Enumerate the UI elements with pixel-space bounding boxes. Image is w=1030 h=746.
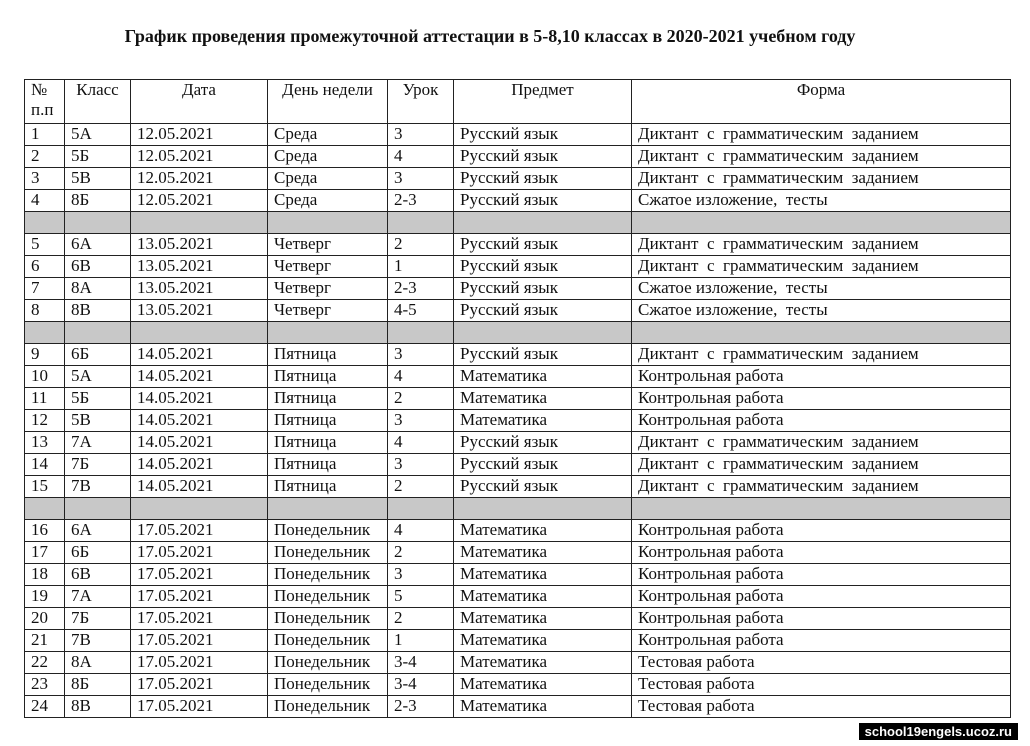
cell-num: 19 [25,586,65,608]
cell-subject: Русский язык [454,278,632,300]
cell-date: 17.05.2021 [131,652,268,674]
cell-lesson: 1 [388,630,454,652]
cell-day: Пятница [268,344,388,366]
cell-num: 23 [25,674,65,696]
cell-date: 14.05.2021 [131,454,268,476]
separator-cell [388,498,454,520]
header-row [25,80,1011,124]
table-row [25,432,1011,454]
cell-subject: Математика [454,696,632,718]
cell-class: 5Б [65,388,131,410]
table-row [25,168,1011,190]
cell-num: 7 [25,278,65,300]
header-lesson: Урок [388,80,454,124]
separator-row [25,322,1011,344]
cell-lesson: 4-5 [388,300,454,322]
cell-date: 17.05.2021 [131,696,268,718]
cell-subject: Математика [454,520,632,542]
cell-subject: Русский язык [454,124,632,146]
cell-lesson: 2 [388,234,454,256]
cell-lesson: 4 [388,146,454,168]
cell-form: Диктант с грамматическим заданием [632,454,1011,476]
cell-lesson: 2 [388,476,454,498]
cell-subject: Математика [454,652,632,674]
cell-form: Диктант с грамматическим заданием [632,234,1011,256]
cell-date: 17.05.2021 [131,586,268,608]
cell-class: 8Б [65,190,131,212]
cell-lesson: 4 [388,520,454,542]
table-row [25,564,1011,586]
cell-num: 12 [25,410,65,432]
cell-num: 10 [25,366,65,388]
cell-subject: Математика [454,630,632,652]
cell-form: Контрольная работа [632,542,1011,564]
cell-class: 7Б [65,608,131,630]
cell-subject: Математика [454,674,632,696]
cell-form: Контрольная работа [632,520,1011,542]
table-row [25,454,1011,476]
cell-lesson: 4 [388,366,454,388]
cell-form: Контрольная работа [632,630,1011,652]
header-num: № п.п [25,80,65,124]
cell-class: 7А [65,586,131,608]
schedule-table [24,79,1011,718]
cell-form: Контрольная работа [632,388,1011,410]
cell-lesson: 3 [388,410,454,432]
cell-date: 14.05.2021 [131,476,268,498]
table-row [25,278,1011,300]
cell-form: Тестовая работа [632,696,1011,718]
cell-day: Четверг [268,300,388,322]
separator-cell [632,212,1011,234]
cell-subject: Русский язык [454,476,632,498]
cell-subject: Математика [454,608,632,630]
cell-day: Среда [268,168,388,190]
cell-class: 7В [65,476,131,498]
cell-date: 14.05.2021 [131,410,268,432]
cell-subject: Русский язык [454,234,632,256]
cell-class: 7В [65,630,131,652]
cell-form: Сжатое изложение, тесты [632,278,1011,300]
cell-form: Диктант с грамматическим заданием [632,476,1011,498]
cell-date: 13.05.2021 [131,278,268,300]
separator-cell [131,498,268,520]
cell-day: Среда [268,124,388,146]
cell-form: Тестовая работа [632,674,1011,696]
table-row [25,696,1011,718]
cell-num: 8 [25,300,65,322]
cell-subject: Русский язык [454,432,632,454]
table-row [25,410,1011,432]
cell-form: Контрольная работа [632,410,1011,432]
header-day: День недели [268,80,388,124]
cell-day: Понедельник [268,674,388,696]
cell-class: 8Б [65,674,131,696]
cell-day: Понедельник [268,586,388,608]
cell-day: Понедельник [268,542,388,564]
cell-class: 5А [65,124,131,146]
table-row [25,344,1011,366]
cell-form: Контрольная работа [632,586,1011,608]
cell-subject: Математика [454,542,632,564]
separator-cell [25,498,65,520]
cell-class: 6В [65,564,131,586]
cell-form: Диктант с грамматическим заданием [632,344,1011,366]
cell-lesson: 2 [388,542,454,564]
cell-day: Пятница [268,476,388,498]
cell-class: 8В [65,696,131,718]
cell-class: 6В [65,256,131,278]
separator-cell [388,322,454,344]
cell-class: 5В [65,168,131,190]
cell-date: 17.05.2021 [131,564,268,586]
cell-form: Диктант с грамматическим заданием [632,124,1011,146]
cell-form: Диктант с грамматическим заданием [632,168,1011,190]
cell-subject: Математика [454,410,632,432]
cell-class: 8А [65,278,131,300]
header-date: Дата [131,80,268,124]
separator-cell [454,212,632,234]
cell-form: Контрольная работа [632,366,1011,388]
cell-num: 24 [25,696,65,718]
cell-day: Пятница [268,454,388,476]
cell-class: 7Б [65,454,131,476]
cell-subject: Русский язык [454,190,632,212]
cell-date: 12.05.2021 [131,146,268,168]
cell-lesson: 2-3 [388,278,454,300]
cell-class: 5А [65,366,131,388]
cell-num: 3 [25,168,65,190]
cell-lesson: 2 [388,608,454,630]
cell-day: Понедельник [268,652,388,674]
cell-subject: Русский язык [454,256,632,278]
table-row [25,674,1011,696]
cell-lesson: 3 [388,454,454,476]
cell-num: 13 [25,432,65,454]
cell-num: 17 [25,542,65,564]
table-row [25,520,1011,542]
separator-cell [25,212,65,234]
cell-lesson: 2-3 [388,190,454,212]
separator-cell [454,322,632,344]
cell-day: Четверг [268,234,388,256]
table-row [25,256,1011,278]
cell-class: 8А [65,652,131,674]
cell-date: 14.05.2021 [131,432,268,454]
separator-cell [131,322,268,344]
separator-cell [632,322,1011,344]
cell-lesson: 3 [388,168,454,190]
cell-day: Понедельник [268,630,388,652]
cell-subject: Математика [454,586,632,608]
separator-cell [632,498,1011,520]
cell-class: 6Б [65,542,131,564]
cell-day: Понедельник [268,696,388,718]
cell-day: Понедельник [268,564,388,586]
cell-day: Понедельник [268,608,388,630]
cell-num: 22 [25,652,65,674]
cell-date: 13.05.2021 [131,234,268,256]
cell-form: Тестовая работа [632,652,1011,674]
cell-class: 6А [65,234,131,256]
cell-num: 15 [25,476,65,498]
cell-num: 2 [25,146,65,168]
cell-num: 16 [25,520,65,542]
separator-cell [268,498,388,520]
cell-form: Диктант с грамматическим заданием [632,256,1011,278]
cell-date: 14.05.2021 [131,388,268,410]
page-title: График проведения промежуточной аттестации в 5-8,10 классах в 2020-2021 учебном году [124,26,856,46]
cell-class: 6А [65,520,131,542]
cell-day: Четверг [268,256,388,278]
cell-subject: Математика [454,366,632,388]
cell-lesson: 2-3 [388,696,454,718]
cell-class: 8В [65,300,131,322]
cell-lesson: 3 [388,344,454,366]
cell-date: 13.05.2021 [131,256,268,278]
table-row [25,124,1011,146]
separator-cell [268,212,388,234]
cell-date: 17.05.2021 [131,542,268,564]
cell-class: 5Б [65,146,131,168]
separator-row [25,498,1011,520]
cell-day: Среда [268,146,388,168]
cell-day: Среда [268,190,388,212]
cell-day: Четверг [268,278,388,300]
cell-date: 12.05.2021 [131,168,268,190]
cell-day: Пятница [268,410,388,432]
cell-form: Диктант с грамматическим заданием [632,432,1011,454]
cell-date: 17.05.2021 [131,608,268,630]
separator-row [25,212,1011,234]
separator-cell [65,322,131,344]
cell-num: 18 [25,564,65,586]
header-form: Форма [632,80,1011,124]
cell-date: 17.05.2021 [131,630,268,652]
cell-class: 6Б [65,344,131,366]
cell-class: 7А [65,432,131,454]
cell-class: 5В [65,410,131,432]
cell-lesson: 5 [388,586,454,608]
site-watermark: school19engels.ucoz.ru [859,723,1018,740]
separator-cell [25,322,65,344]
table-row [25,542,1011,564]
header-subject: Предмет [454,80,632,124]
cell-subject: Русский язык [454,168,632,190]
cell-num: 1 [25,124,65,146]
cell-lesson: 1 [388,256,454,278]
separator-cell [65,212,131,234]
cell-day: Пятница [268,432,388,454]
cell-lesson: 3-4 [388,652,454,674]
cell-date: 14.05.2021 [131,366,268,388]
cell-day: Пятница [268,388,388,410]
cell-num: 11 [25,388,65,410]
cell-date: 13.05.2021 [131,300,268,322]
cell-num: 9 [25,344,65,366]
table-row [25,234,1011,256]
cell-date: 17.05.2021 [131,520,268,542]
cell-num: 4 [25,190,65,212]
table-row [25,608,1011,630]
cell-num: 14 [25,454,65,476]
cell-date: 12.05.2021 [131,190,268,212]
header-class: Класс [65,80,131,124]
separator-cell [454,498,632,520]
cell-date: 12.05.2021 [131,124,268,146]
cell-form: Сжатое изложение, тесты [632,300,1011,322]
table-row [25,476,1011,498]
cell-form: Диктант с грамматическим заданием [632,146,1011,168]
cell-subject: Русский язык [454,344,632,366]
cell-day: Пятница [268,366,388,388]
table-row [25,652,1011,674]
cell-form: Контрольная работа [632,608,1011,630]
schedule-body [25,124,1011,718]
table-row [25,366,1011,388]
cell-day: Понедельник [268,520,388,542]
cell-num: 20 [25,608,65,630]
cell-num: 6 [25,256,65,278]
cell-num: 21 [25,630,65,652]
cell-num: 5 [25,234,65,256]
separator-cell [131,212,268,234]
cell-lesson: 3 [388,124,454,146]
table-row [25,300,1011,322]
cell-form: Контрольная работа [632,564,1011,586]
cell-subject: Русский язык [454,454,632,476]
separator-cell [65,498,131,520]
table-row [25,630,1011,652]
cell-form: Сжатое изложение, тесты [632,190,1011,212]
cell-date: 14.05.2021 [131,344,268,366]
table-row [25,586,1011,608]
table-row [25,388,1011,410]
cell-subject: Математика [454,388,632,410]
cell-subject: Русский язык [454,146,632,168]
cell-subject: Математика [454,564,632,586]
table-row [25,146,1011,168]
cell-subject: Русский язык [454,300,632,322]
cell-lesson: 3 [388,564,454,586]
separator-cell [388,212,454,234]
cell-lesson: 4 [388,432,454,454]
table-row [25,190,1011,212]
cell-lesson: 2 [388,388,454,410]
cell-lesson: 3-4 [388,674,454,696]
cell-date: 17.05.2021 [131,674,268,696]
separator-cell [268,322,388,344]
